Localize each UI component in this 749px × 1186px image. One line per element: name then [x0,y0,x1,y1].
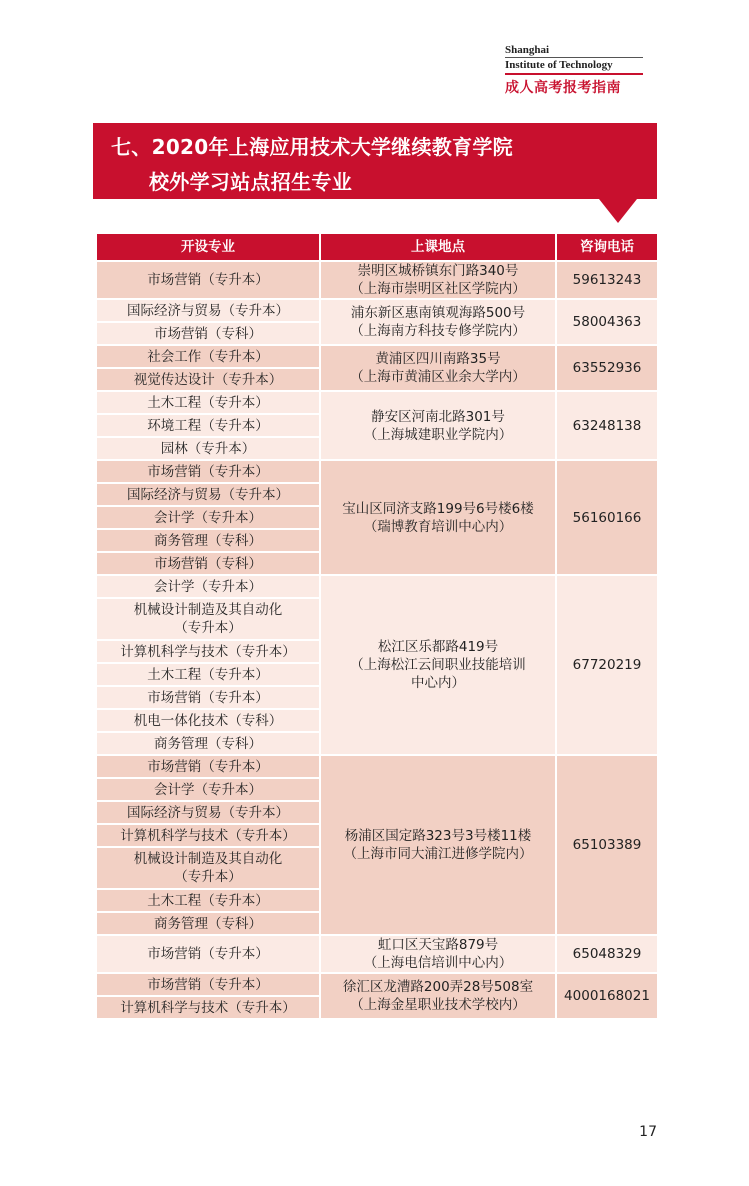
major-cell [96,801,320,824]
banner-notch [599,199,637,223]
major-cell [96,529,320,552]
major-label: 市场营销（专升本） [147,272,269,288]
phone-cell: 59613243 [556,261,658,299]
major-label: 会计学（专升本） [154,578,262,595]
major-cell [96,261,320,299]
banner-title-line2: 校外学习站点招生专业 [149,170,352,194]
major-cell [96,299,320,322]
header-major: 开设专业 [96,233,320,261]
major-label: 市场营销（专科） [154,325,262,342]
major-cell [96,414,320,437]
location-line: （上海城建职业学院内） [363,426,513,443]
section-banner [93,123,657,199]
major-label: 机电一体化技术（专科） [133,712,283,729]
phone-cell: 63248138 [556,391,658,460]
table-row [96,391,658,414]
location-line: 静安区河南北路301号 [371,408,505,425]
brand-cn: 成人高考报考指南 [505,80,621,96]
location-line: （上海电信培训中心内） [363,955,513,971]
major-cell [96,391,320,414]
major-label: 会计学（专升本） [154,509,262,526]
major-cell [96,912,320,935]
phone-cell: 65048329 [556,935,658,973]
major-cell [96,322,320,345]
major-cell [96,640,320,663]
brand-en-line2: Institute of Technology [505,57,643,75]
location-cell [320,299,556,345]
major-cell [96,575,320,598]
location-cell [320,755,556,935]
location-cell [320,261,556,299]
major-cell [96,847,320,889]
major-label: 商务管理（专科） [154,915,262,932]
location-line: （上海市崇明区社区学院内） [350,281,526,297]
header-phone: 咨询电话 [556,233,658,261]
table-row [96,973,658,996]
major-cell [96,778,320,801]
table-row [96,261,658,299]
phone-cell: 65103389 [556,755,658,935]
major-label: 土木工程（专升本） [147,394,269,411]
location-line: 虹口区天宝路879号 [377,937,499,953]
table-header-row [96,233,658,261]
major-label: 计算机科学与技术（专升本） [120,999,296,1016]
banner-title-line1: 七、2020年上海应用技术大学继续教育学院 [111,135,513,159]
major-cell [96,709,320,732]
table-row [96,935,658,973]
major-label: 社会工作（专升本） [147,348,269,365]
major-label: 市场营销（专升本） [147,689,269,706]
table-row [96,460,658,483]
location-line: 宝山区同济支路199号6号楼6楼 [342,500,534,517]
major-cell [96,368,320,391]
major-label: 机械设计制造及其自动化 [133,851,283,867]
major-cell [96,935,320,973]
major-cell [96,755,320,778]
location-line: 浦东新区惠南镇观海路500号 [350,305,526,321]
location-line: （瑞博教育培训中心内） [363,518,513,535]
page-number: 17 [639,1124,657,1140]
major-label: 商务管理（专科） [154,735,262,752]
location-line: 松江区乐都路419号 [377,639,499,655]
phone-cell: 67720219 [556,575,658,755]
location-cell [320,973,556,1019]
location-cell [320,460,556,575]
major-label: 计算机科学与技术（专升本） [120,827,296,844]
major-cell [96,663,320,686]
table-row [96,299,658,322]
location-line: 崇明区城桥镇东门路340号 [357,263,519,279]
major-label: 土木工程（专升本） [147,892,269,909]
major-cell [96,732,320,755]
study-sites-table [95,232,659,1020]
major-label: 机械设计制造及其自动化 [133,602,283,618]
table-row [96,755,658,778]
location-line: 徐汇区龙漕路200弄28号508室 [342,979,534,995]
location-cell [320,935,556,973]
major-label: 市场营销（专升本） [147,976,269,993]
table-row [96,345,658,368]
major-label: 会计学（专升本） [154,781,262,798]
major-cell [96,973,320,996]
major-cell [96,345,320,368]
location-line: 黄浦区四川南路35号 [375,351,501,367]
major-label: 国际经济与贸易（专升本） [127,804,289,821]
brand-en-line1: Shanghai [505,44,550,56]
major-label: 商务管理（专科） [154,532,262,549]
major-label: 国际经济与贸易（专升本） [127,486,289,503]
phone-cell: 56160166 [556,460,658,575]
major-cell [96,686,320,709]
table-row [96,575,658,598]
major-cell [96,889,320,912]
major-label: 计算机科学与技术（专升本） [120,643,296,660]
phone-cell: 58004363 [556,299,658,345]
major-label: 视觉传达设计（专升本） [133,371,283,388]
major-label: 市场营销（专升本） [147,463,269,480]
location-cell [320,391,556,460]
location-line: （上海金星职业技术学校内） [350,997,526,1013]
major-cell [96,552,320,575]
table-body [96,261,658,1019]
location-line: （上海南方科技专修学院内） [350,323,526,339]
location-line: 中心内） [411,675,465,691]
major-label: 市场营销（专升本） [147,758,269,775]
major-cell [96,824,320,847]
location-cell [320,575,556,755]
header-location: 上课地点 [320,233,556,261]
major-cell [96,996,320,1019]
major-cell [96,460,320,483]
major-cell [96,598,320,640]
location-line: 杨浦区国定路323号3号楼11楼 [344,828,532,844]
phone-cell: 4000168021 [556,973,658,1019]
major-label: （专升本） [174,620,242,636]
major-cell [96,506,320,529]
major-cell [96,437,320,460]
major-label: 市场营销（专科） [154,555,262,572]
major-label: 园林（专升本） [160,440,256,457]
phone-cell: 63552936 [556,345,658,391]
major-label: 国际经济与贸易（专升本） [127,302,289,319]
location-line: （上海市黄浦区业余大学内） [350,369,526,385]
location-line: （上海松江云间职业技能培训 [350,657,526,673]
major-label: 环境工程（专升本） [147,417,269,434]
location-line: （上海市同大浦江进修学院内） [343,846,533,862]
major-label: 市场营销（专升本） [147,946,269,962]
major-label: （专升本） [174,869,242,885]
major-cell [96,483,320,506]
location-cell [320,345,556,391]
brand-logo [505,44,643,97]
major-label: 土木工程（专升本） [147,666,269,683]
